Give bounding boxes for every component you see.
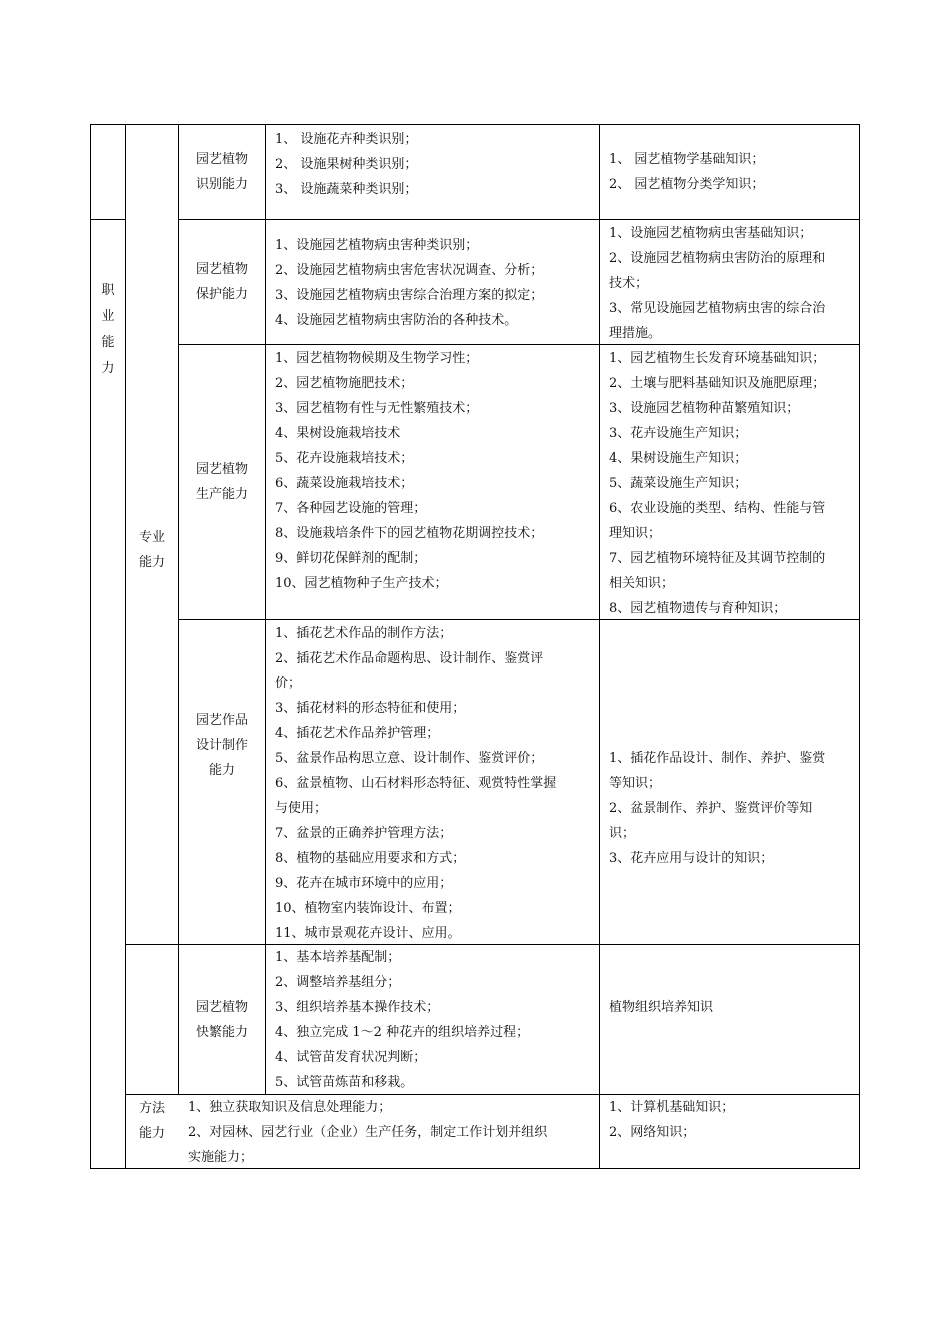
table-border-right xyxy=(859,124,860,1169)
ability-cell: 园艺植物 保护能力 xyxy=(195,262,248,302)
professional-ability-label: 专业 能力 xyxy=(138,530,165,570)
content-cell: 1、独立获取知识及信息处理能力； 2、对园林、园艺行业（企业）生产任务，制定工作计划并组织 实施能力； xyxy=(188,1100,548,1165)
ability-cell: 园艺植物 识别能力 xyxy=(195,152,248,192)
content-cell: 1、园艺植物物候期及生物学习性； 2、园艺植物施肥技术； 3、园艺植物有性与无性繁殖技术； 4、果树设施栽培技术 5、花卉设施栽培技术； 6、蔬菜设施栽培技术； 7、各种园艺设施的管理； 8、设施栽培条件下的园艺植物花期调控技术； 9、鲜切花保鲜剂的配制； 10、园艺植物种子生产技术； xyxy=(275,351,544,591)
content-cell: 1、插花艺术作品的制作方法； 2、插花艺术作品命题构思、设计制作、鉴赏评 价； 3、插花材料的形态特征和使用； 4、插花艺术作品养护管理； 5、盆景作品构思立意、设计制作、鉴赏评价； 6、盆景植物、山石材料形态特征、观赏特性掌握 与使用； 7、盆景的正确养护管理方法； 8、植物的基础应用要求和方式； 9、花卉在城市环境中的应用； 10、植物室内装饰设计、布置； 11、城市景观花卉设计、应用。 xyxy=(275,626,557,941)
ability-cell: 园艺植物 生产能力 xyxy=(195,462,248,502)
vocational-ability-label: 职 业 能 力 xyxy=(101,283,115,376)
content-cell: 1、基本培养基配制； 2、调整培养基组分； 3、组织培养基本操作技术； 4、独立完成 1～2 种花卉的组织培养过程； 4、试管苗发育状况判断； 5、试管苗炼苗和移栽。 xyxy=(275,950,530,1090)
content-cell: 1、 设施花卉种类识别； 2、 设施果树种类识别； 3、 设施蔬菜种类识别； xyxy=(275,132,418,197)
knowledge-cell: 1、计算机基础知识； 2、网络知识； xyxy=(609,1100,735,1140)
table-rule xyxy=(178,219,860,220)
knowledge-cell: 1、园艺植物生长发育环境基础知识； 2、土壤与肥料基础知识及施肥原理； 3、设施园艺植物种苗繁殖知识； 3、花卉设施生产知识； 4、果树设施生产知识； 5、蔬菜设施生产知识； 6、农业设施的类型、结构、性能与管 理知识； 7、园艺植物环境特征及其调节控制的 相关知识； 8、园艺植物遗传与育种知识； xyxy=(609,351,826,616)
knowledge-cell: 1、设施园艺植物病虫害基础知识； 2、设施园艺植物病虫害防治的原理和 技术； 3、常见设施园艺植物病虫害的综合治 理措施。 xyxy=(609,226,826,341)
knowledge-cell: 1、插花作品设计、制作、养护、鉴赏 等知识； 2、盆景制作、养护、鉴赏评价等知 识； 3、花卉应用与设计的知识； xyxy=(609,751,826,866)
method-ability-label: 方法 能力 xyxy=(138,1101,165,1141)
content-cell: 1、设施园艺植物病虫害种类识别； 2、设施园艺植物病虫害危害状况调查、分析； 3、设施园艺植物病虫害综合治理方案的拟定； 4、设施园艺植物病虫害防治的各种技术。 xyxy=(275,238,544,328)
ability-cell: 园艺作品 设计制作 能力 xyxy=(195,712,248,778)
knowledge-cell: 植物组织培养知识 xyxy=(609,1000,714,1015)
ability-cell: 园艺植物 快繁能力 xyxy=(195,999,248,1040)
table-rule xyxy=(125,124,126,1169)
knowledge-cell: 1、 园艺植物学基础知识； 2、 园艺植物分类学知识； xyxy=(609,152,765,192)
